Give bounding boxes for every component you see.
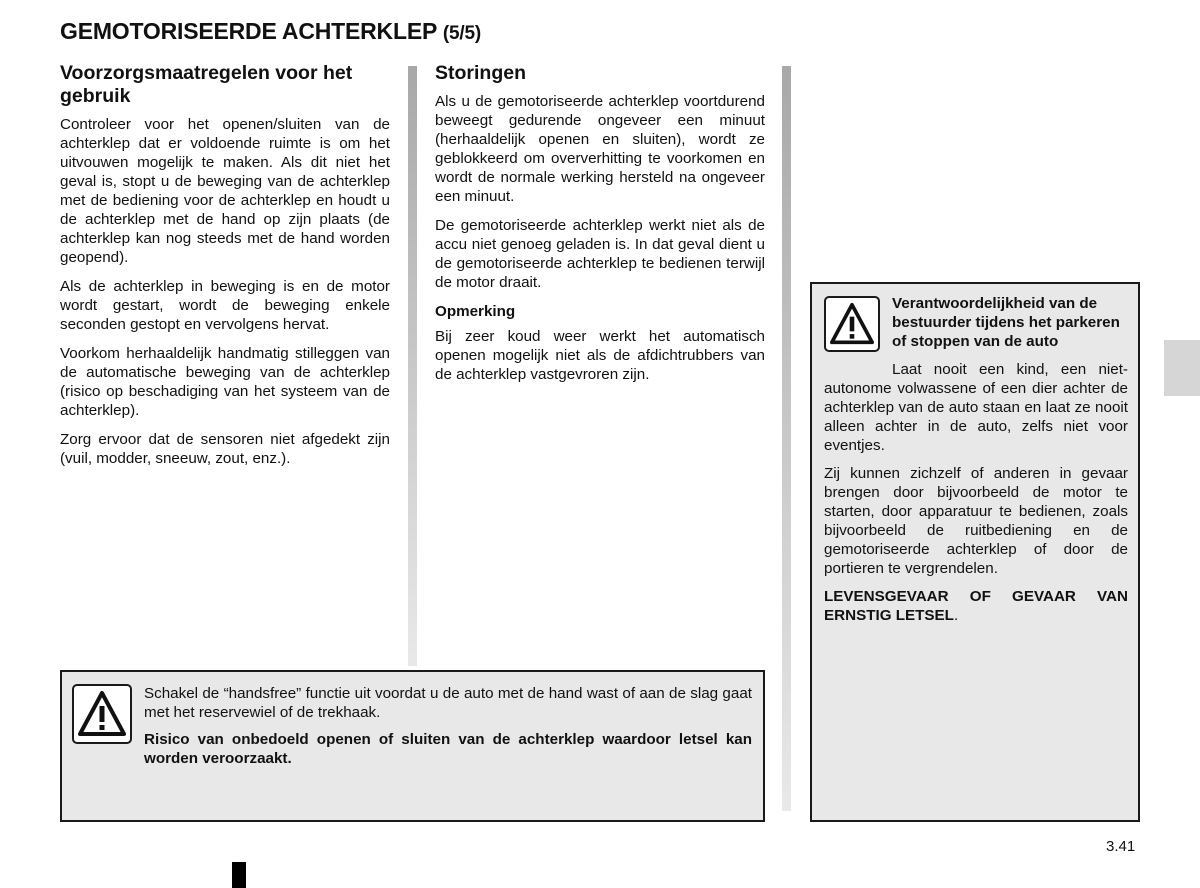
warning-message: Schakel de “handsfree” functie uit voordat u de auto met de hand wast of aan de slag gaat met het reservewiel of de trekhaak. [144, 685, 752, 721]
warning-paragraph: Laat nooit een kind, een niet-autonome volwassene of een dier achter de achterklep van de auto staan en laat ze nooit alleen achter in de auto, zelfs niet voor eventjes. [824, 361, 1128, 454]
warning-danger-line [824, 587, 1128, 625]
column-separator [408, 66, 417, 666]
note-text: Bij zeer koud weer werkt het automatisch openen mogelijk niet als de afdichtrubbers van de achterklep vastgevroren zijn. [435, 328, 765, 383]
warning-body [824, 360, 1128, 634]
warning-box-handsfree [60, 670, 765, 822]
paragraph: Controleer voor het openen/sluiten van de achterklep dat er voldoende ruimte is om het uitvouwen mogelijk te maken. Als dit niet het geval is, stopt u de beweging van de achterklep met de bediening voor de achterklep en houdt u de achterklep met de hand op zijn plaats (de achterklep kan nog steeds met de hand worden geopend). [60, 116, 390, 266]
note-heading: Opmerking [435, 303, 516, 320]
paragraph: Voorkom herhaaldelijk handmatig stilleggen van de automatische beweging van de achterklep (risico op beschadiging van het systeem van de achterklep). [60, 345, 390, 419]
paragraph: De gemotoriseerde achterklep werkt niet als de accu niet genoeg geladen is. In dat geval dient u de gemotoriseerde achterklep te bedienen terwijl de motor draait. [435, 217, 765, 291]
warning-text [144, 684, 752, 776]
paragraph: Als de achterklep in beweging is en de motor wordt gestart, wordt de beweging enkele seconden gestopt en vervolgens hervat. [60, 278, 390, 333]
warning-triangle-icon [824, 296, 880, 352]
warning-heading: Verantwoordelijkheid van de bestuurder tijdens het parkeren of stoppen van de auto [892, 295, 1120, 350]
warning-danger-period: . [953, 607, 959, 624]
paragraph: Zorg ervoor dat de sensoren niet afgedekt zijn (vuil, modder, sneeuw, zout, enz.). [60, 431, 390, 467]
page-number: 3.41 [1106, 838, 1136, 855]
column-separator [782, 66, 791, 811]
section-heading-malfunctions: Storingen [435, 62, 526, 84]
middle-column [435, 62, 765, 394]
warning-danger: LEVENSGEVAAR OF GEVAAR VAN ERNSTIG LETSEL [824, 588, 1128, 624]
section-heading-precautions: Voorzorgsmaatregelen voor het gebruik [60, 62, 353, 107]
page-title-sub: (5/5) [442, 23, 481, 44]
warning-box-driver-responsibility [810, 282, 1140, 822]
warning-triangle-icon [72, 684, 132, 744]
warning-risk: Risico van onbedoeld openen of sluiten van de achterklep waardoor letsel kan worden veroorzaakt. [144, 731, 752, 767]
page-title-main: GEMOTORISEERDE ACHTERKLEP [60, 18, 437, 44]
paragraph: Als u de gemotoriseerde achterklep voortdurend beweegt gedurende ongeveer een minuut (herhaaldelijk openen en sluiten), wordt ze geblokkeerd om oververhitting te voorkomen en wordt de normale werking hersteld na ongeveer een minuut. [435, 93, 765, 205]
print-marker [232, 862, 246, 888]
page-title [60, 18, 481, 45]
left-column [60, 62, 390, 478]
warning-paragraph: Zij kunnen zichzelf of anderen in gevaar brengen door bijvoorbeeld de motor te starten, door apparatuur te bedienen, zoals bijvoorbeeld de ruitbediening en de gemotoriseerde achterklep of door de portieren te vergrendelen. [824, 465, 1128, 577]
chapter-tab-marker [1164, 340, 1200, 396]
